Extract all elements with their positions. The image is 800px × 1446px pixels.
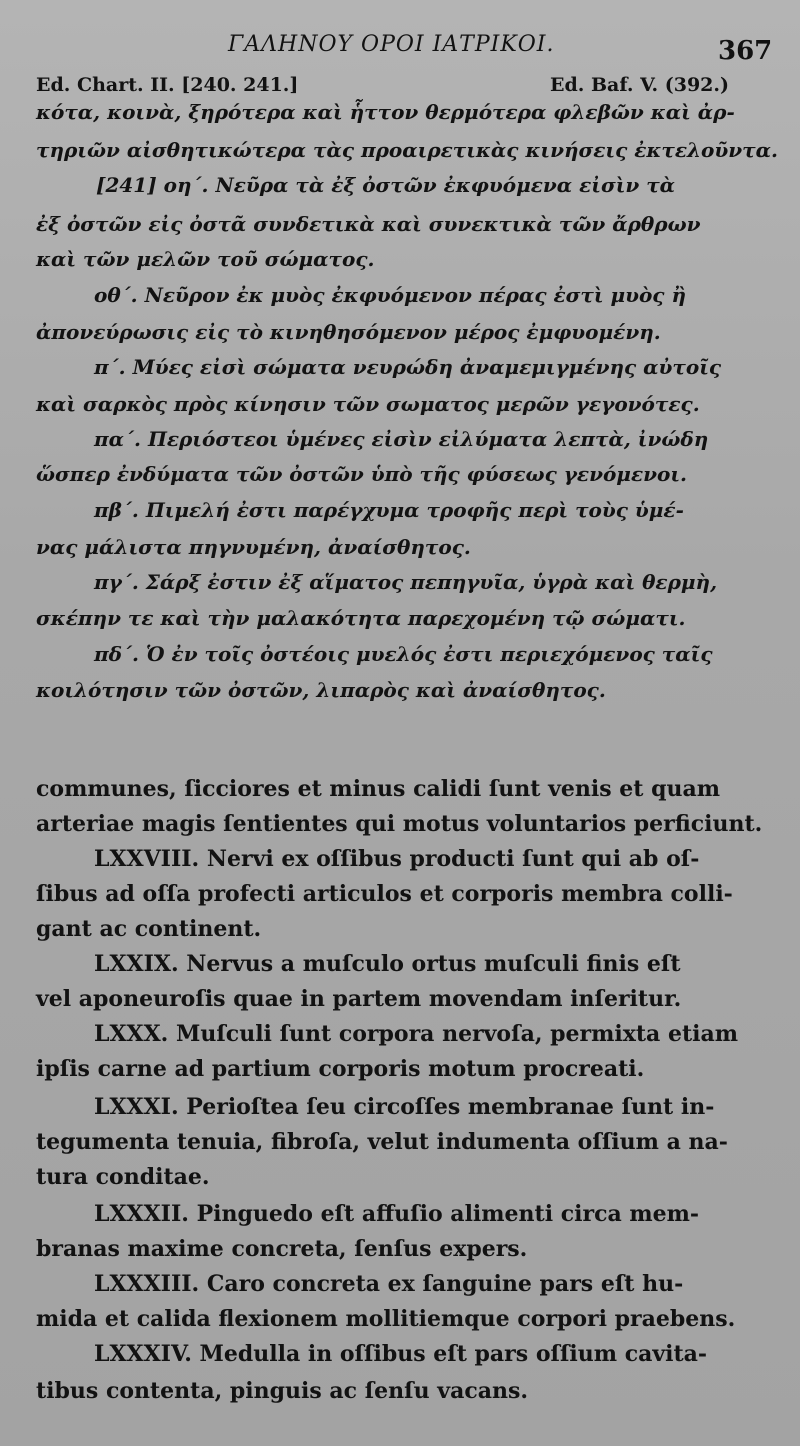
- greek-line: κοιλότησιν τῶν ὀστῶν, λιπαρὸς καὶ ἀναίσθητος.: [36, 678, 606, 702]
- latin-line: LXXIX. Nervus a muſculo ortus muſculi finis eſt: [94, 951, 681, 977]
- latin-line: LXXX. Muſculi ſunt corpora nervoſa, permixta etiam: [94, 1021, 738, 1047]
- latin-line: tura conditae.: [36, 1164, 210, 1190]
- latin-line: LXXVIII. Nervi ex oſſibus producti ſunt qui ab oſ-: [94, 846, 700, 872]
- greek-line: τηριῶν αἰσθητικώτερα τὰς προαιρετικὰς κινήσεις ἐκτελοῦντα.: [36, 138, 778, 162]
- latin-line: LXXXIV. Medulla in oſſibus eſt pars oſſium cavita-: [94, 1341, 708, 1367]
- latin-line: gant ac continent.: [36, 916, 262, 942]
- latin-line: tegumenta tenuia, fibroſa, velut indumenta oſſium a na-: [36, 1129, 728, 1155]
- latin-line: communes, ſicciores et minus calidi ſunt venis et quam: [36, 776, 721, 802]
- latin-line: arteriae magis ſentientes qui motus voluntarios perficiunt.: [36, 811, 763, 837]
- latin-line: ipſis carne ad partium corporis motum procreati.: [36, 1056, 645, 1082]
- greek-line: πγ΄. Σάρξ ἐστιν ἐξ αἵματος πεπηγυῖα, ὑγρὰ καὶ θερμὴ,: [94, 570, 718, 594]
- latin-line: branas maxime concreta, ſenſus expers.: [36, 1236, 528, 1262]
- latin-line: ſibus ad oſſa profecti articulos et corporis membra colli-: [36, 881, 733, 907]
- edition-reference-chart: Ed. Chart. II. [240. 241.]: [36, 74, 299, 96]
- greek-line: καὶ τῶν μελῶν τοῦ σώματος.: [36, 247, 375, 271]
- greek-line: σκέπην τε καὶ τὴν μαλακότητα παρεχομένη τῷ σώματι.: [36, 606, 686, 630]
- latin-line: LXXXI. Perioſtea ſeu circoſſes membranae ſunt in-: [94, 1094, 715, 1120]
- greek-line: π΄. Μύες εἰσὶ σώματα νευρώδη ἀναμεμιγμένης αὐτοῖς: [94, 355, 722, 379]
- greek-line: [241] οη΄. Νεῦρα τὰ ἐξ ὀστῶν ἐκφυόμενα εἰσὶν τὰ: [96, 173, 676, 197]
- greek-line: ἀπονεύρωσις εἰς τὸ κινηθησόμενον μέρος ἐμφυομένη.: [36, 320, 661, 344]
- greek-line: ὥσπερ ἐνδύματα τῶν ὀστῶν ὑπὸ τῆς φύσεως γενόμενοι.: [36, 462, 687, 486]
- greek-line: πβ΄. Πιμελή ἐστι παρέγχυμα τροφῆς περὶ τοὺς ὑμέ-: [94, 498, 684, 522]
- greek-line: κότα, κοινὰ, ξηρότερα καὶ ἧττον θερμότερα φλεβῶν καὶ ἀρ-: [36, 100, 735, 124]
- latin-line: LXXXII. Pinguedo eſt affuſio alimenti circa mem-: [94, 1201, 700, 1227]
- running-title: ΓΑΛΗΝΟΥ ΟΡΟΙ ΙΑΤΡΙΚΟΙ.: [228, 32, 555, 57]
- greek-line: νας μάλιστα πηγνυμένη, ἀναίσθητος.: [36, 535, 471, 559]
- greek-line: πα΄. Περιόστεοι ὑμένες εἰσὶν εἰλύματα λεπτὰ, ἰνώδη: [94, 427, 709, 451]
- greek-line: ἐξ ὀστῶν εἰς ὀστᾶ συνδετικὰ καὶ συνεκτικὰ τῶν ἄρθρων: [36, 212, 701, 236]
- latin-line: LXXXIII. Caro concreta ex ſanguine pars eſt hu-: [94, 1271, 684, 1297]
- greek-line: οθ΄. Νεῦρον ἐκ μυὸς ἐκφυόμενον πέρας ἐστὶ μυὸς ἢ: [94, 283, 686, 307]
- latin-line: tibus contenta, pinguis ac ſenſu vacans.: [36, 1378, 529, 1404]
- latin-line: vel aponeuroſis quae in partem movendam inſeritur.: [36, 986, 682, 1012]
- greek-line: πδ΄. Ὁ ἐν τοῖς ὀστέοις μυελός ἐστι περιεχόμενος ταῖς: [94, 642, 713, 666]
- latin-line: mida et calida flexionem mollitiemque corpori praebens.: [36, 1306, 736, 1332]
- greek-line: καὶ σαρκὸς πρὸς κίνησιν τῶν σωματος μερῶν γεγονότες.: [36, 392, 700, 416]
- edition-reference-bas: Ed. Baf. V. (392.): [550, 74, 729, 96]
- page-number: 367: [718, 36, 773, 66]
